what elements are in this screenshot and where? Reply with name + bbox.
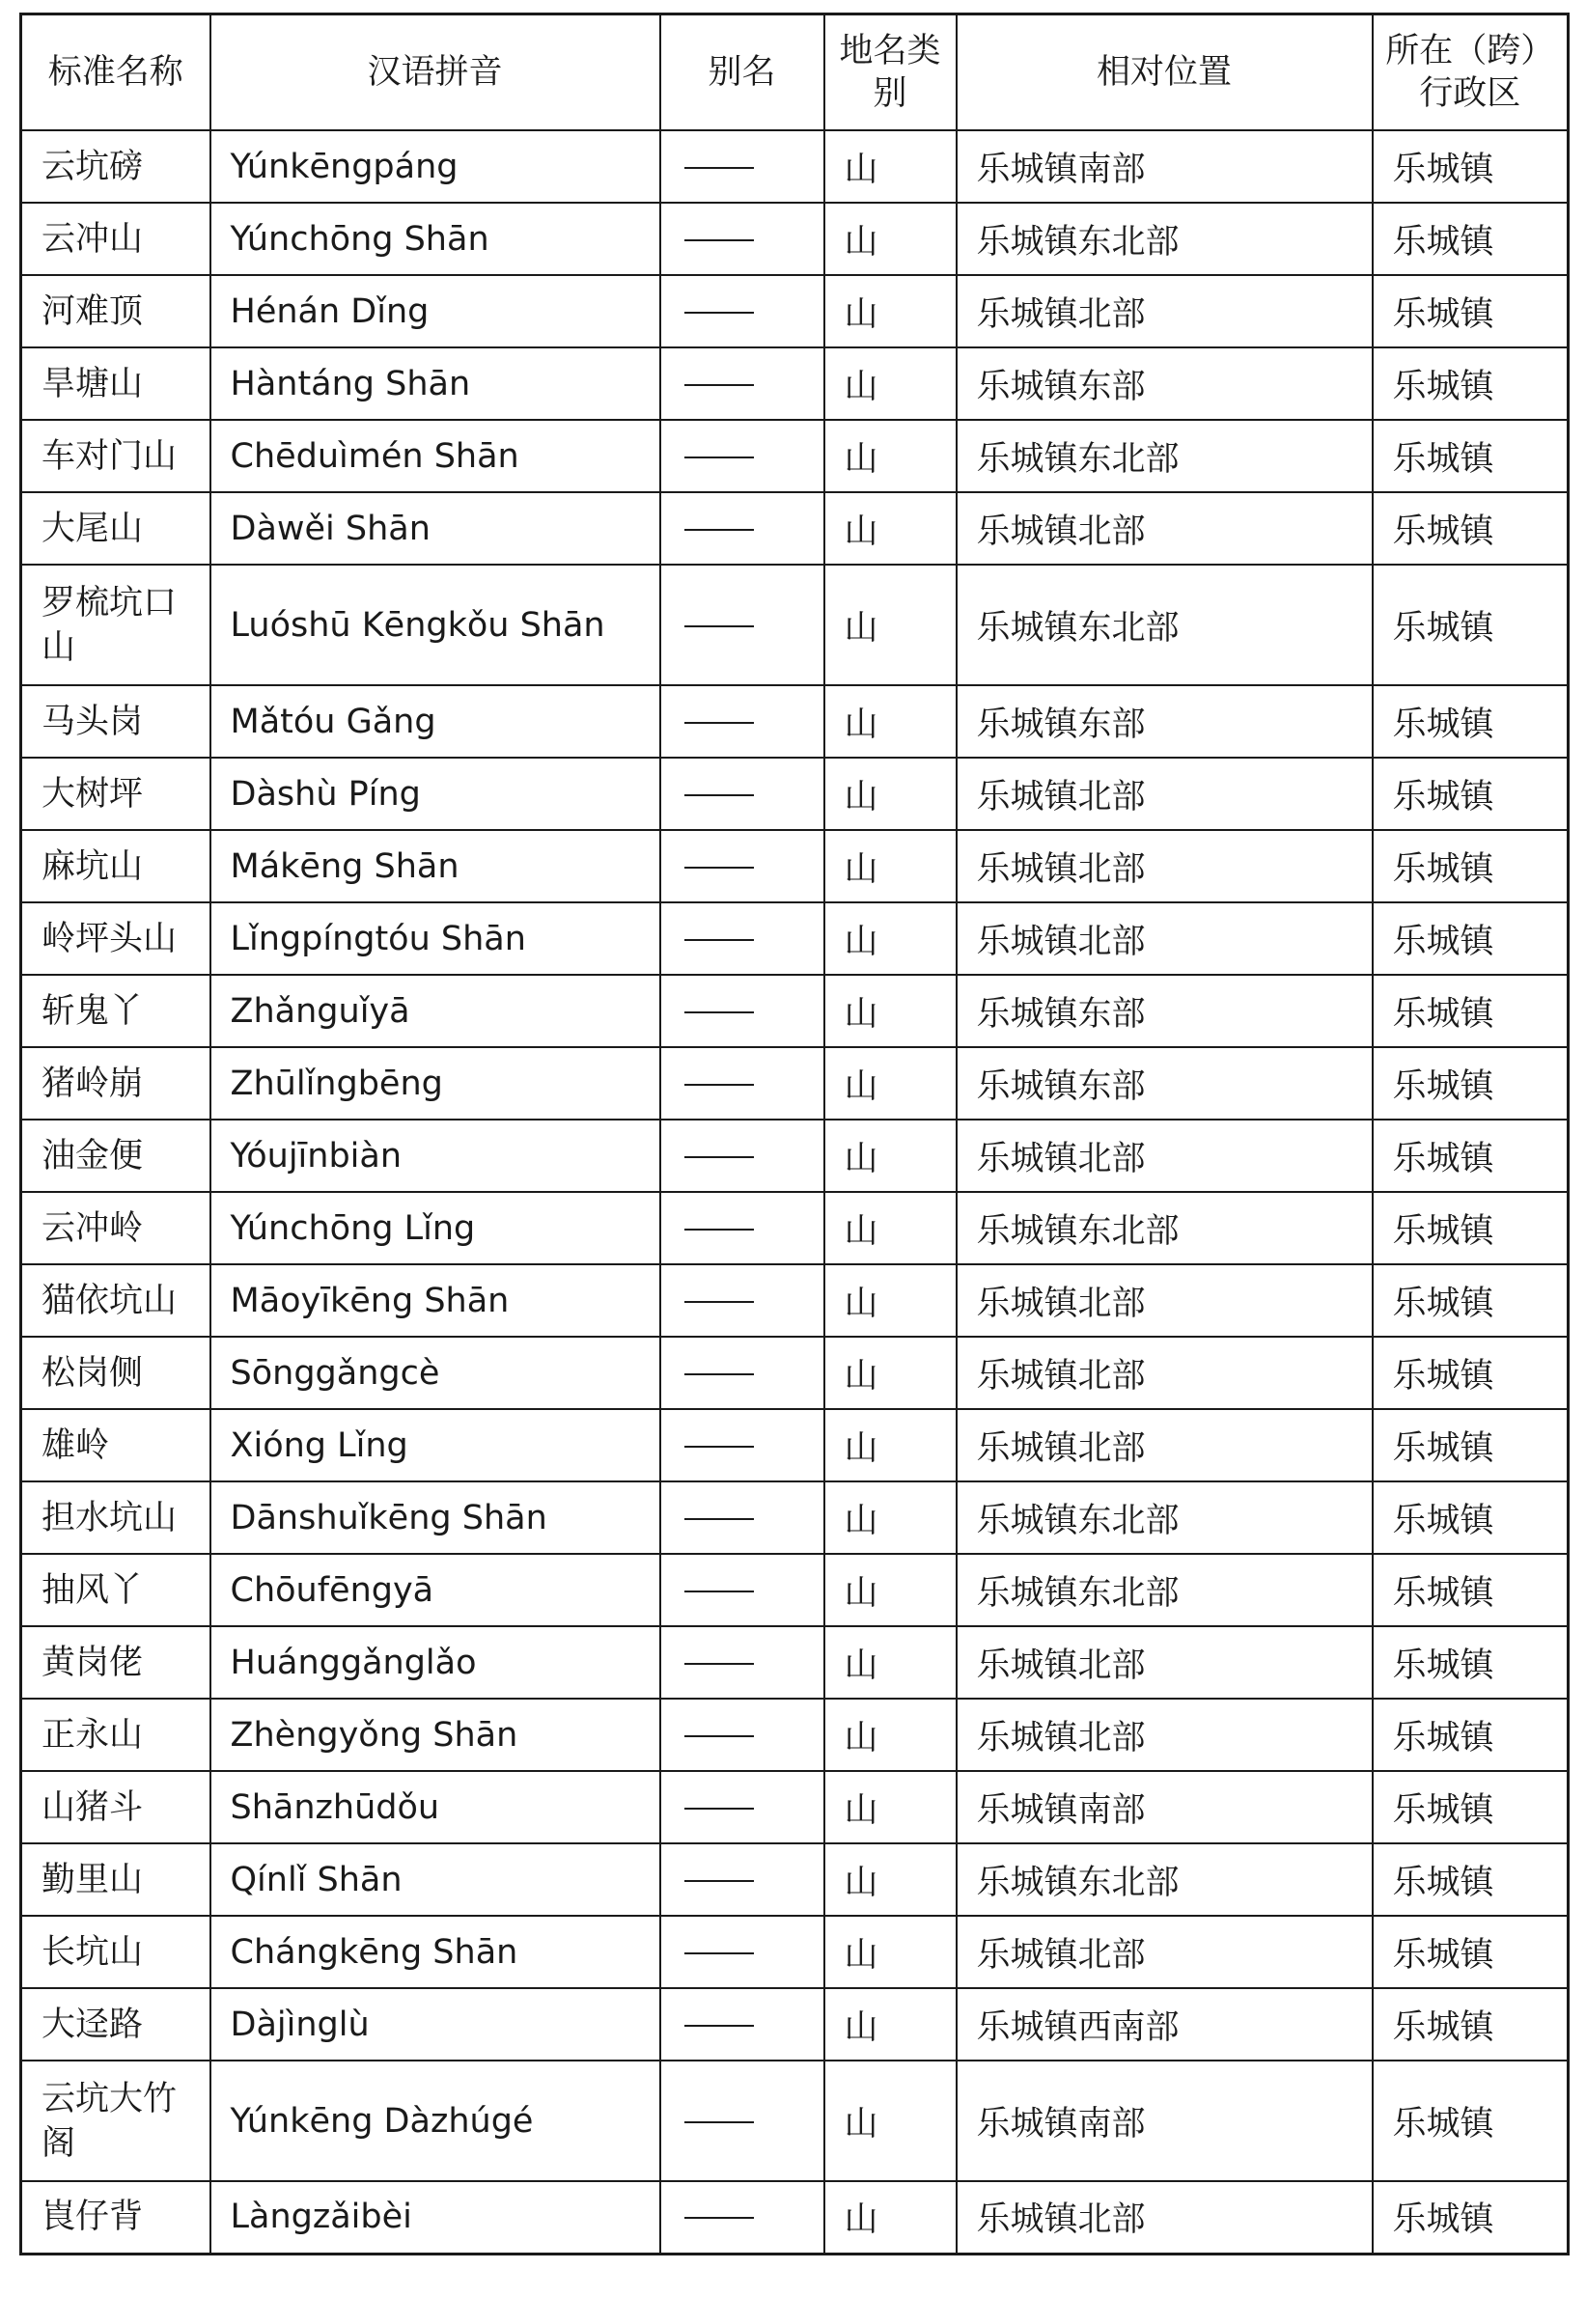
header-alias: 别名	[660, 14, 824, 131]
cell-alias	[660, 902, 824, 975]
cell-admin-region: 乐城镇	[1373, 275, 1569, 347]
alias-dash	[684, 1591, 754, 1592]
cell-place-type: 山	[824, 1409, 957, 1481]
cell-admin-region: 乐城镇	[1373, 130, 1569, 203]
cell-place-type: 山	[824, 492, 957, 565]
alias-dash	[684, 625, 754, 627]
cell-place-type: 山	[824, 1916, 957, 1988]
table-row	[21, 420, 1569, 492]
alias-dash	[684, 939, 754, 941]
alias-dash	[684, 1880, 754, 1882]
cell-admin-region: 乐城镇	[1373, 1264, 1569, 1337]
cell-standard-name: 黄岗佬	[21, 1626, 210, 1699]
table-row	[21, 1554, 1569, 1626]
table-row	[21, 1626, 1569, 1699]
cell-standard-name: 麻坑山	[21, 830, 210, 902]
cell-relative-position: 乐城镇东北部	[957, 1843, 1373, 1916]
cell-relative-position: 乐城镇东北部	[957, 420, 1373, 492]
cell-relative-position: 乐城镇东北部	[957, 1481, 1373, 1554]
cell-alias	[660, 130, 824, 203]
cell-relative-position: 乐城镇南部	[957, 130, 1373, 203]
cell-admin-region: 乐城镇	[1373, 2181, 1569, 2254]
cell-admin-region: 乐城镇	[1373, 1409, 1569, 1481]
cell-pinyin: Mǎtóu Gǎng	[210, 685, 660, 758]
cell-standard-name: 车对门山	[21, 420, 210, 492]
table-row	[21, 1409, 1569, 1481]
cell-alias	[660, 1699, 824, 1771]
cell-alias	[660, 275, 824, 347]
cell-standard-name: 大树坪	[21, 758, 210, 830]
cell-pinyin: Dàwěi Shān	[210, 492, 660, 565]
cell-place-type: 山	[824, 130, 957, 203]
table-row	[21, 203, 1569, 275]
cell-alias	[660, 1337, 824, 1409]
place-name-table	[19, 13, 1570, 2255]
header-place-type: 地名类别	[824, 14, 957, 131]
table-row	[21, 1771, 1569, 1843]
cell-standard-name: 马头岗	[21, 685, 210, 758]
table-row	[21, 565, 1569, 685]
alias-dash	[684, 1518, 754, 1520]
alias-dash	[684, 867, 754, 869]
table-row	[21, 1192, 1569, 1264]
cell-pinyin: Hàntáng Shān	[210, 347, 660, 420]
cell-admin-region: 乐城镇	[1373, 1554, 1569, 1626]
table-row	[21, 975, 1569, 1047]
header-admin-region: 所在（跨）行政区	[1373, 14, 1569, 131]
cell-relative-position: 乐城镇北部	[957, 2181, 1373, 2254]
cell-relative-position: 乐城镇东北部	[957, 1192, 1373, 1264]
cell-pinyin: Yúnkēng Dàzhúgé	[210, 2061, 660, 2181]
cell-pinyin: Zhèngyǒng Shān	[210, 1699, 660, 1771]
cell-place-type: 山	[824, 347, 957, 420]
cell-place-type: 山	[824, 685, 957, 758]
cell-pinyin: Làngzǎibèi	[210, 2181, 660, 2254]
header-standard-name: 标准名称	[21, 14, 210, 131]
alias-dash	[684, 529, 754, 531]
cell-place-type: 山	[824, 975, 957, 1047]
cell-standard-name: 担水坑山	[21, 1481, 210, 1554]
cell-place-type: 山	[824, 203, 957, 275]
cell-alias	[660, 830, 824, 902]
cell-pinyin: Zhǎnguǐyā	[210, 975, 660, 1047]
cell-standard-name: 长坑山	[21, 1916, 210, 1988]
cell-relative-position: 乐城镇北部	[957, 1264, 1373, 1337]
alias-dash	[684, 2121, 754, 2123]
cell-relative-position: 乐城镇东部	[957, 975, 1373, 1047]
alias-dash	[684, 1735, 754, 1737]
cell-standard-name: 旱塘山	[21, 347, 210, 420]
cell-relative-position: 乐城镇北部	[957, 1699, 1373, 1771]
table-row	[21, 275, 1569, 347]
table-row	[21, 685, 1569, 758]
cell-relative-position: 乐城镇北部	[957, 1120, 1373, 1192]
header-row	[21, 14, 1569, 131]
cell-relative-position: 乐城镇南部	[957, 2061, 1373, 2181]
cell-place-type: 山	[824, 1626, 957, 1699]
table-row	[21, 1047, 1569, 1120]
cell-admin-region: 乐城镇	[1373, 1988, 1569, 2061]
cell-alias	[660, 1409, 824, 1481]
cell-pinyin: Dānshuǐkēng Shān	[210, 1481, 660, 1554]
cell-place-type: 山	[824, 2181, 957, 2254]
cell-relative-position: 乐城镇北部	[957, 758, 1373, 830]
table-row	[21, 1916, 1569, 1988]
table-row	[21, 830, 1569, 902]
cell-pinyin: Zhūlǐngbēng	[210, 1047, 660, 1120]
cell-pinyin: Shānzhūdǒu	[210, 1771, 660, 1843]
cell-standard-name: 抽风丫	[21, 1554, 210, 1626]
cell-alias	[660, 347, 824, 420]
table-row	[21, 1481, 1569, 1554]
cell-standard-name: 雄岭	[21, 1409, 210, 1481]
cell-alias	[660, 1047, 824, 1120]
alias-dash	[684, 167, 754, 169]
table-row	[21, 758, 1569, 830]
cell-admin-region: 乐城镇	[1373, 420, 1569, 492]
table-row	[21, 2181, 1569, 2254]
table-row	[21, 492, 1569, 565]
cell-admin-region: 乐城镇	[1373, 1771, 1569, 1843]
cell-standard-name: 油金便	[21, 1120, 210, 1192]
cell-pinyin: Dàshù Píng	[210, 758, 660, 830]
cell-place-type: 山	[824, 1120, 957, 1192]
alias-dash	[684, 1373, 754, 1375]
cell-pinyin: Sōnggǎngcè	[210, 1337, 660, 1409]
cell-alias	[660, 203, 824, 275]
cell-admin-region: 乐城镇	[1373, 1626, 1569, 1699]
header-pinyin: 汉语拼音	[210, 14, 660, 131]
alias-dash	[684, 1952, 754, 1954]
table-row	[21, 2061, 1569, 2181]
cell-admin-region: 乐城镇	[1373, 203, 1569, 275]
cell-alias	[660, 2061, 824, 2181]
cell-relative-position: 乐城镇东北部	[957, 565, 1373, 685]
cell-standard-name: 岭坪头山	[21, 902, 210, 975]
cell-pinyin: Qínlǐ Shān	[210, 1843, 660, 1916]
cell-relative-position: 乐城镇北部	[957, 1916, 1373, 1988]
alias-dash	[684, 1808, 754, 1810]
cell-pinyin: Chōufēngyā	[210, 1554, 660, 1626]
table-row	[21, 1699, 1569, 1771]
cell-relative-position: 乐城镇东部	[957, 1047, 1373, 1120]
cell-place-type: 山	[824, 830, 957, 902]
cell-standard-name: 正永山	[21, 1699, 210, 1771]
cell-place-type: 山	[824, 2061, 957, 2181]
cell-place-type: 山	[824, 1481, 957, 1554]
table-row	[21, 902, 1569, 975]
cell-admin-region: 乐城镇	[1373, 1120, 1569, 1192]
alias-dash	[684, 1301, 754, 1303]
cell-admin-region: 乐城镇	[1373, 347, 1569, 420]
cell-pinyin: Lǐngpíngtóu Shān	[210, 902, 660, 975]
cell-pinyin: Chēduìmén Shān	[210, 420, 660, 492]
cell-admin-region: 乐城镇	[1373, 1047, 1569, 1120]
cell-relative-position: 乐城镇东部	[957, 347, 1373, 420]
cell-admin-region: 乐城镇	[1373, 758, 1569, 830]
cell-admin-region: 乐城镇	[1373, 685, 1569, 758]
alias-dash	[684, 1011, 754, 1013]
cell-alias	[660, 1120, 824, 1192]
cell-admin-region: 乐城镇	[1373, 975, 1569, 1047]
cell-admin-region: 乐城镇	[1373, 1481, 1569, 1554]
cell-pinyin: Luóshū Kēngkǒu Shān	[210, 565, 660, 685]
cell-admin-region: 乐城镇	[1373, 1699, 1569, 1771]
cell-relative-position: 乐城镇东北部	[957, 1554, 1373, 1626]
cell-admin-region: 乐城镇	[1373, 830, 1569, 902]
cell-alias	[660, 758, 824, 830]
cell-standard-name: 猫依坑山	[21, 1264, 210, 1337]
cell-pinyin: Māoyīkēng Shān	[210, 1264, 660, 1337]
cell-alias	[660, 1192, 824, 1264]
cell-alias	[660, 2181, 824, 2254]
cell-admin-region: 乐城镇	[1373, 565, 1569, 685]
cell-alias	[660, 1843, 824, 1916]
cell-place-type: 山	[824, 1192, 957, 1264]
cell-pinyin: Hénán Dǐng	[210, 275, 660, 347]
header-relative-position: 相对位置	[957, 14, 1373, 131]
cell-pinyin: Dàjìnglù	[210, 1988, 660, 2061]
cell-relative-position: 乐城镇南部	[957, 1771, 1373, 1843]
cell-standard-name: 河难顶	[21, 275, 210, 347]
cell-relative-position: 乐城镇东部	[957, 685, 1373, 758]
cell-alias	[660, 1264, 824, 1337]
alias-dash	[684, 239, 754, 241]
cell-standard-name: 罗梳坑口山	[21, 565, 210, 685]
cell-place-type: 山	[824, 1264, 957, 1337]
cell-pinyin: Yúnchōng Shān	[210, 203, 660, 275]
table-row	[21, 347, 1569, 420]
cell-alias	[660, 1988, 824, 2061]
alias-dash	[684, 1446, 754, 1448]
alias-dash	[684, 384, 754, 386]
cell-standard-name: 大迳路	[21, 1988, 210, 2061]
place-name-table-page	[19, 13, 1567, 2255]
cell-pinyin: Yóujīnbiàn	[210, 1120, 660, 1192]
cell-place-type: 山	[824, 902, 957, 975]
cell-admin-region: 乐城镇	[1373, 2061, 1569, 2181]
table-row	[21, 1264, 1569, 1337]
cell-standard-name: 云坑磅	[21, 130, 210, 203]
cell-pinyin: Yúnchōng Lǐng	[210, 1192, 660, 1264]
alias-dash	[684, 456, 754, 458]
cell-place-type: 山	[824, 1771, 957, 1843]
cell-alias	[660, 975, 824, 1047]
cell-admin-region: 乐城镇	[1373, 1337, 1569, 1409]
cell-place-type: 山	[824, 1843, 957, 1916]
cell-standard-name: 斩鬼丫	[21, 975, 210, 1047]
cell-relative-position: 乐城镇北部	[957, 1409, 1373, 1481]
cell-alias	[660, 1626, 824, 1699]
cell-alias	[660, 492, 824, 565]
cell-standard-name: 云冲岭	[21, 1192, 210, 1264]
cell-relative-position: 乐城镇北部	[957, 1626, 1373, 1699]
cell-place-type: 山	[824, 565, 957, 685]
cell-place-type: 山	[824, 420, 957, 492]
cell-admin-region: 乐城镇	[1373, 1916, 1569, 1988]
cell-pinyin: Huánggǎnglǎo	[210, 1626, 660, 1699]
alias-dash	[684, 794, 754, 796]
cell-alias	[660, 1771, 824, 1843]
cell-alias	[660, 1554, 824, 1626]
cell-place-type: 山	[824, 1699, 957, 1771]
cell-relative-position: 乐城镇北部	[957, 492, 1373, 565]
alias-dash	[684, 1229, 754, 1231]
cell-relative-position: 乐城镇北部	[957, 1337, 1373, 1409]
cell-place-type: 山	[824, 1337, 957, 1409]
table-row	[21, 1337, 1569, 1409]
table-row	[21, 130, 1569, 203]
cell-relative-position: 乐城镇北部	[957, 275, 1373, 347]
cell-admin-region: 乐城镇	[1373, 902, 1569, 975]
cell-admin-region: 乐城镇	[1373, 1192, 1569, 1264]
cell-alias	[660, 565, 824, 685]
cell-alias	[660, 1481, 824, 1554]
alias-dash	[684, 2217, 754, 2219]
alias-dash	[684, 722, 754, 724]
alias-dash	[684, 1663, 754, 1665]
cell-standard-name: 大尾山	[21, 492, 210, 565]
cell-pinyin: Yúnkēngpáng	[210, 130, 660, 203]
table-row	[21, 1120, 1569, 1192]
cell-place-type: 山	[824, 758, 957, 830]
cell-relative-position: 乐城镇西南部	[957, 1988, 1373, 2061]
cell-standard-name: 崀仔背	[21, 2181, 210, 2254]
cell-relative-position: 乐城镇北部	[957, 902, 1373, 975]
table-body	[21, 130, 1569, 2254]
cell-alias	[660, 685, 824, 758]
cell-alias	[660, 1916, 824, 1988]
cell-place-type: 山	[824, 1554, 957, 1626]
cell-standard-name: 山猪斗	[21, 1771, 210, 1843]
cell-pinyin: Mákēng Shān	[210, 830, 660, 902]
cell-standard-name: 猪岭崩	[21, 1047, 210, 1120]
alias-dash	[684, 1156, 754, 1158]
cell-place-type: 山	[824, 1988, 957, 2061]
table-row	[21, 1988, 1569, 2061]
cell-pinyin: Xióng Lǐng	[210, 1409, 660, 1481]
cell-standard-name: 松岗侧	[21, 1337, 210, 1409]
cell-standard-name: 云冲山	[21, 203, 210, 275]
alias-dash	[684, 1084, 754, 1086]
cell-place-type: 山	[824, 1047, 957, 1120]
alias-dash	[684, 2025, 754, 2027]
cell-relative-position: 乐城镇北部	[957, 830, 1373, 902]
alias-dash	[684, 312, 754, 314]
cell-standard-name: 勤里山	[21, 1843, 210, 1916]
cell-alias	[660, 420, 824, 492]
cell-admin-region: 乐城镇	[1373, 1843, 1569, 1916]
cell-standard-name: 云坑大竹阁	[21, 2061, 210, 2181]
cell-relative-position: 乐城镇东北部	[957, 203, 1373, 275]
table-row	[21, 1843, 1569, 1916]
cell-admin-region: 乐城镇	[1373, 492, 1569, 565]
cell-pinyin: Chángkēng Shān	[210, 1916, 660, 1988]
cell-place-type: 山	[824, 275, 957, 347]
